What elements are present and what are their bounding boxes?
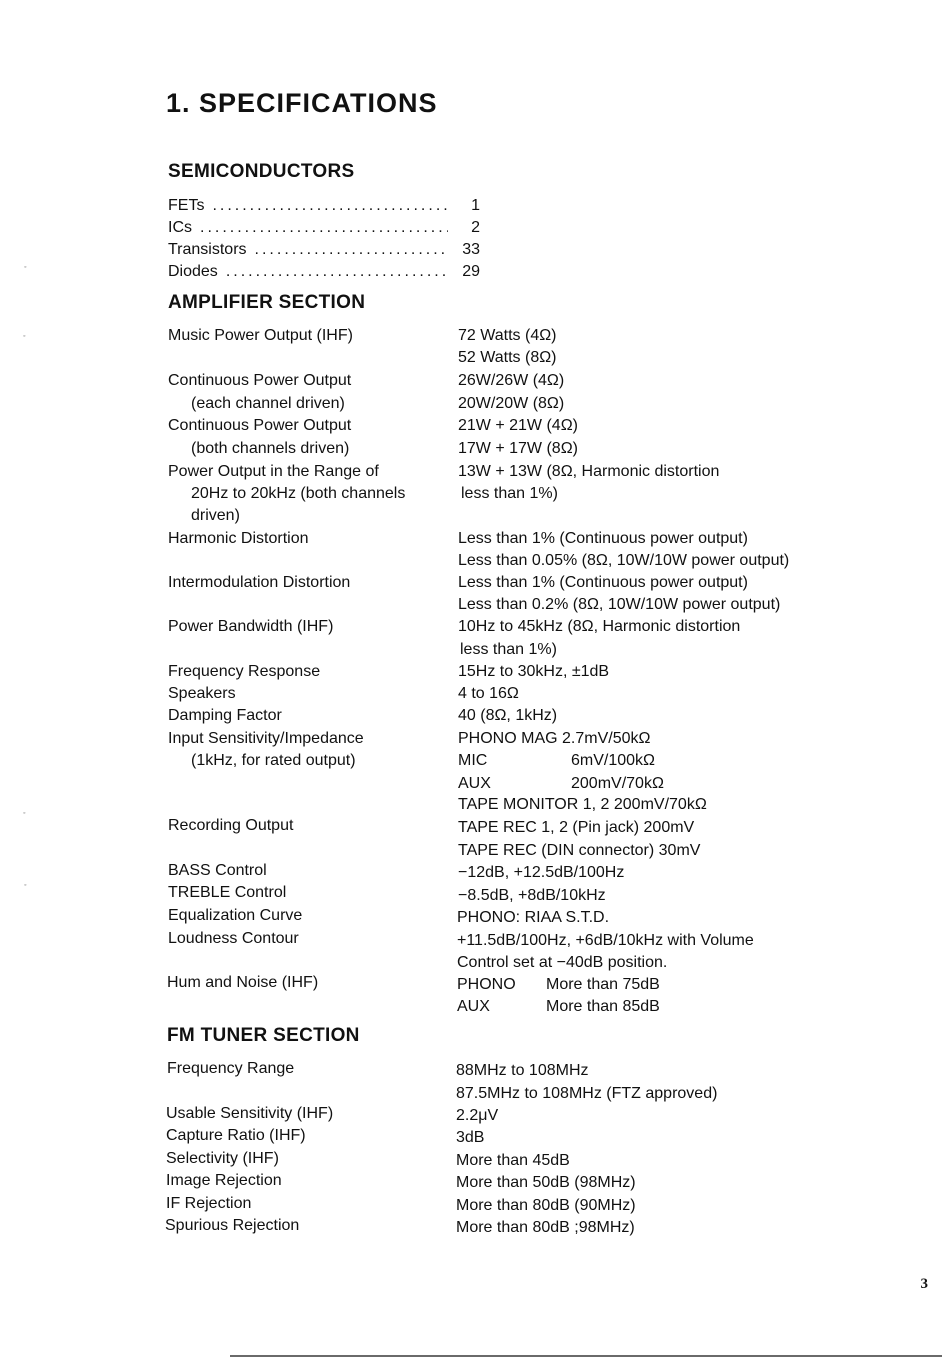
scan-speck: ◦ (24, 264, 27, 271)
spec-label-input-sensitivity: Input Sensitivity/Impedance (168, 730, 364, 747)
spec-value: TAPE REC (DIN connector) 30mV (458, 842, 701, 859)
spec-value: TAPE REC 1, 2 (Pin jack) 200mV (458, 819, 695, 836)
spec-label-continuous-power-each: Continuous Power Output (168, 372, 352, 389)
dot-leader (226, 263, 448, 281)
spec-value-phono: More than 75dB (546, 976, 660, 993)
spec-value: More than 50dB (98MHz) (456, 1174, 636, 1191)
spec-value: 72 Watts (4Ω) (458, 327, 557, 344)
spec-value-aux: 200mV/70kΩ (571, 775, 664, 792)
dot-leader (212, 197, 448, 215)
spec-label-speakers: Speakers (168, 685, 236, 702)
spec-value: less than 1%) (460, 641, 557, 658)
semiconductor-label: FETs (168, 197, 205, 214)
semiconductor-count: 33 (462, 241, 480, 258)
semiconductor-label: Diodes (168, 263, 218, 280)
spec-value: 88MHz to 108MHz (456, 1062, 589, 1079)
spec-label-bass-control: BASS Control (168, 862, 267, 879)
spec-value-aux-label: AUX (458, 775, 491, 792)
spec-value-mic: 6mV/100kΩ (571, 752, 655, 769)
spec-label-if-rejection: IF Rejection (166, 1195, 252, 1212)
spec-label-selectivity: Selectivity (IHF) (166, 1150, 279, 1167)
spec-label-input-sensitivity-2: (1kHz, for rated output) (191, 752, 356, 769)
spec-label-intermodulation: Intermodulation Distortion (168, 574, 351, 591)
spec-value: More than 80dB ;98MHz) (456, 1219, 635, 1236)
spec-label-equalization-curve: Equalization Curve (168, 907, 303, 924)
semiconductor-row-diodes (168, 261, 480, 283)
fm-tuner-section-heading: FM TUNER SECTION (167, 1025, 360, 1046)
spec-value: Less than 0.2% (8Ω, 10W/10W power output) (458, 596, 781, 613)
spec-value: TAPE MONITOR 1, 2 200mV/70kΩ (458, 796, 707, 813)
spec-label-music-power: Music Power Output (IHF) (168, 327, 353, 344)
spec-label-power-bandwidth: Power Bandwidth (IHF) (168, 618, 334, 635)
semiconductor-row-transistors (168, 239, 480, 261)
spec-label-both-channels: (both channels driven) (191, 440, 350, 457)
semiconductor-row-ics (168, 217, 480, 239)
spec-label-recording-output: Recording Output (168, 817, 294, 834)
spec-value: More than 80dB (90MHz) (456, 1197, 636, 1214)
spec-label-damping-factor: Damping Factor (168, 707, 282, 724)
spec-label-harmonic-distortion: Harmonic Distortion (168, 530, 309, 547)
spec-label-capture-ratio: Capture Ratio (IHF) (166, 1127, 306, 1144)
spec-label-hum-noise: Hum and Noise (IHF) (167, 974, 319, 991)
spec-value: 52 Watts (8Ω) (458, 349, 557, 366)
spec-value: 10Hz to 45kHz (8Ω, Harmonic distortion (458, 618, 741, 635)
spec-label-power-range: Power Output in the Range of (168, 463, 379, 480)
scan-speck: ◦ (23, 333, 26, 340)
spec-label-loudness-contour: Loudness Contour (168, 930, 299, 947)
page-title: 1. SPECIFICATIONS (166, 88, 438, 118)
spec-label-frequency-response: Frequency Response (168, 663, 321, 680)
spec-value: less than 1%) (461, 485, 558, 502)
spec-label-usable-sensitivity: Usable Sensitivity (IHF) (166, 1105, 334, 1122)
spec-value: 21W + 21W (4Ω) (458, 417, 578, 434)
spec-value-aux: More than 85dB (546, 998, 660, 1015)
spec-label-spurious-rejection: Spurious Rejection (165, 1217, 300, 1234)
semiconductor-count: 1 (471, 197, 480, 214)
spec-value: 40 (8Ω, 1kHz) (458, 707, 558, 724)
spec-value: PHONO MAG 2.7mV/50kΩ (458, 730, 651, 747)
spec-value: Less than 0.05% (8Ω, 10W/10W power output) (458, 552, 790, 569)
spec-value: 17W + 17W (8Ω) (458, 440, 578, 457)
semiconductor-label: Transistors (168, 241, 247, 258)
spec-value-phono-label: PHONO (457, 976, 516, 993)
semiconductor-count: 2 (471, 219, 480, 236)
spec-label-power-range-2: 20Hz to 20kHz (both channels (191, 485, 406, 502)
spec-value: 87.5MHz to 108MHz (FTZ approved) (456, 1085, 718, 1102)
semiconductor-label: ICs (168, 219, 192, 236)
dot-leader (200, 219, 448, 237)
spec-value: 13W + 13W (8Ω, Harmonic distortion (458, 463, 720, 480)
page-number: 3 (920, 1276, 928, 1292)
spec-value: 15Hz to 30kHz, ±1dB (458, 663, 610, 680)
scan-speck: ◦ (24, 882, 27, 889)
spec-value: 4 to 16Ω (458, 685, 519, 702)
spec-label-frequency-range: Frequency Range (167, 1060, 295, 1077)
spec-value: More than 45dB (456, 1152, 570, 1169)
spec-label-power-range-3: driven) (191, 507, 240, 524)
spec-label-continuous-power-both: Continuous Power Output (168, 417, 352, 434)
semiconductors-heading: SEMICONDUCTORS (168, 161, 355, 182)
spec-value: PHONO: RIAA S.T.D. (457, 909, 610, 926)
semiconductor-count: 29 (462, 263, 480, 280)
spec-value: −12dB, +12.5dB/100Hz (458, 864, 625, 881)
spec-value: +11.5dB/100Hz, +6dB/10kHz with Volume (457, 932, 754, 949)
spec-value: Less than 1% (Continuous power output) (458, 574, 748, 591)
spec-value-aux-label: AUX (457, 998, 490, 1015)
bottom-rule (230, 1355, 942, 1357)
spec-value: 20W/20W (8Ω) (458, 395, 565, 412)
spec-value: 2.2μV (456, 1107, 499, 1124)
spec-value: Less than 1% (Continuous power output) (458, 530, 748, 547)
spec-value: 3dB (456, 1129, 485, 1146)
spec-value: 26W/26W (4Ω) (458, 372, 565, 389)
dot-leader (255, 241, 448, 259)
amplifier-section-heading: AMPLIFIER SECTION (168, 292, 366, 313)
scan-speck: ◦ (23, 810, 26, 817)
spec-value: Control set at −40dB position. (457, 954, 668, 971)
spec-label-image-rejection: Image Rejection (166, 1172, 282, 1189)
spec-value: −8.5dB, +8dB/10kHz (458, 887, 606, 904)
spec-label-treble-control: TREBLE Control (168, 884, 287, 901)
spec-value-mic-label: MIC (458, 752, 488, 769)
spec-label-each-channel: (each channel driven) (191, 395, 345, 412)
semiconductor-row-fets (168, 195, 480, 217)
